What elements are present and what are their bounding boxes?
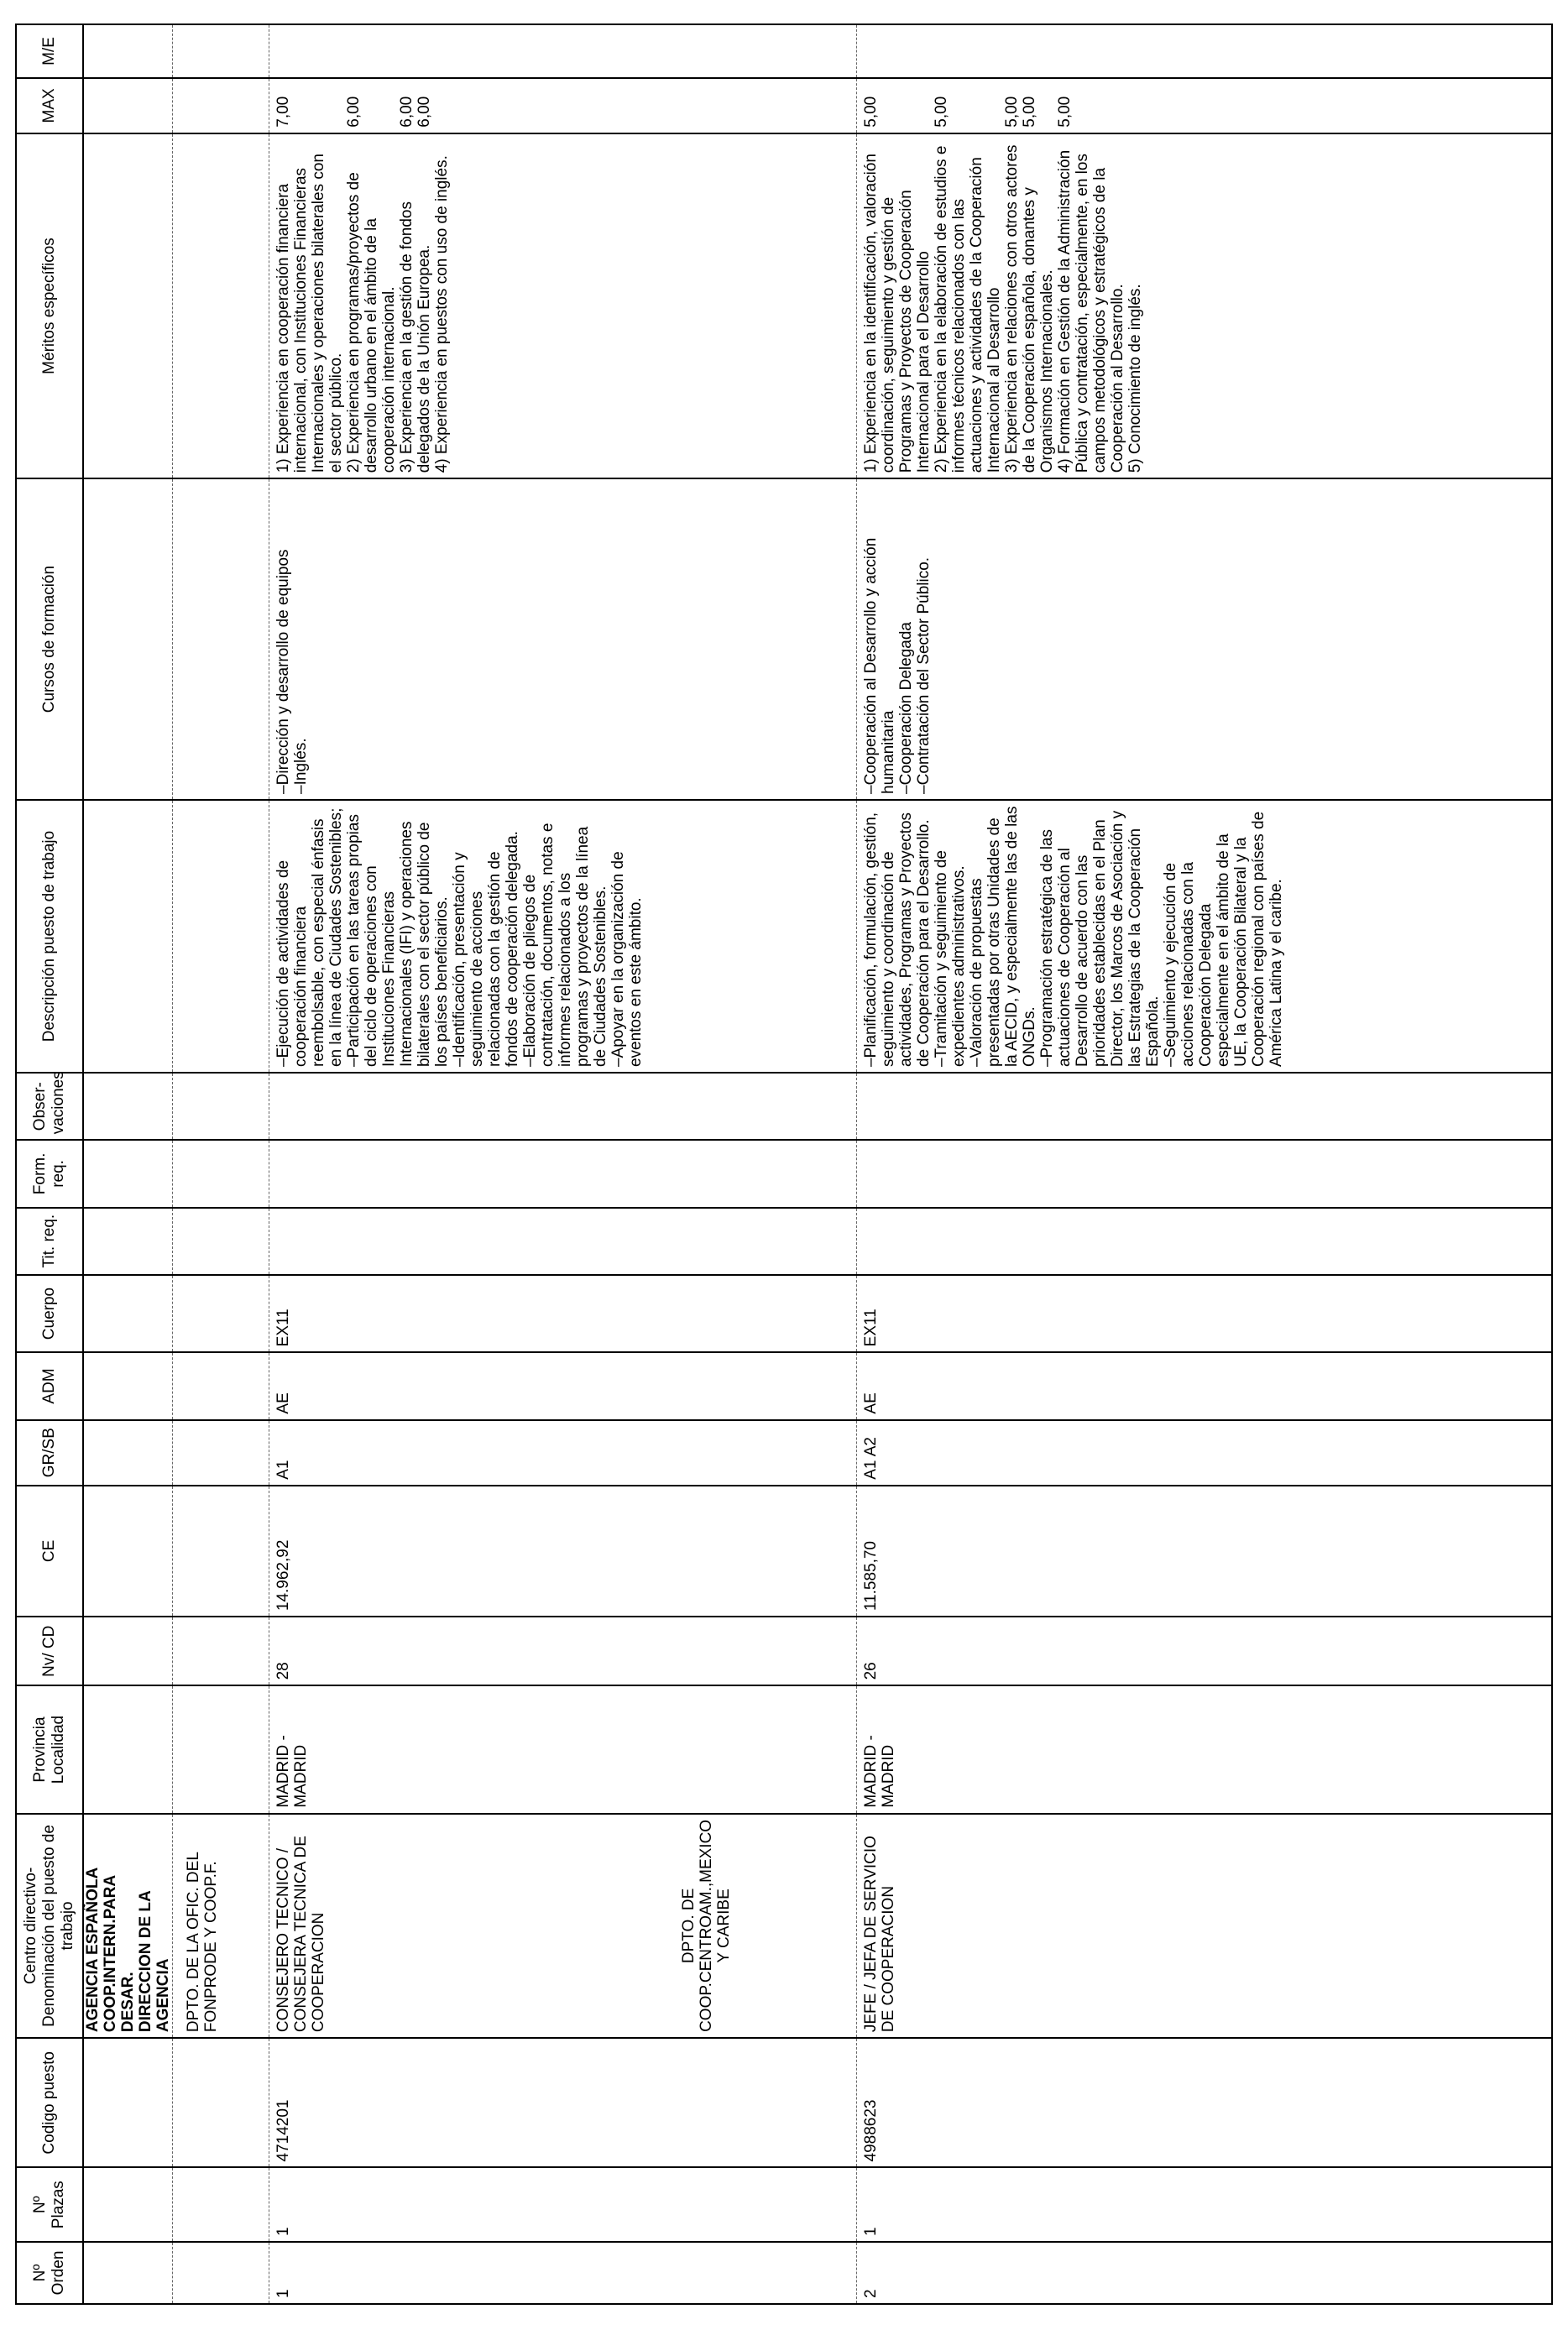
list-item: – Identificación, presentación y seguimiento de acciones relacionadas con la gestión de fondos de cooperación delegada. [451, 806, 521, 1067]
list-item: 3) Experiencia en relaciones con otros actores de la Cooperación española, donantes y Organismos Internacionales. [1003, 144, 1056, 473]
row-1-puesto-title: CONSEJERO TECNICO / CONSEJERA TECNICA DE COOPERACION [274, 1836, 327, 2033]
department-row-1 [173, 24, 269, 2304]
max-value: 5,00 [933, 96, 950, 128]
row-1-codigo: 4714201 [269, 2038, 857, 2167]
list-item: – Participación en las tareas propias del ciclo de operaciones con Instituciones Financieras Internacionales (IFI) y operaciones bilaterales con el sector público de los países beneficiarios. [345, 806, 451, 1067]
max-value: 7,00 [274, 96, 292, 128]
header-row [16, 24, 83, 2304]
list-item: 1) Experiencia en la identificación, valoración coordinación, seguimiento y gestión de Programas y Proyectos de Cooperación Internacional para el Desarrollo [862, 154, 933, 473]
header-centro: Centro directivo- Denominación del puesto de trabajo [16, 1814, 83, 2038]
row-2-titulacion [857, 1208, 1553, 1275]
department-label-1: DPTO. DE LA OFIC. DEL FONPRODE Y COOP.F. [173, 1814, 269, 2038]
list-item: 4) Experiencia en puestos con uso de inglés. [433, 155, 451, 473]
row-1-plazas: 1 [269, 2167, 857, 2241]
list-item: 4) Formación en Gestión de la Administración Pública y contratación, especialmente, en los campos metodológicos y estratégicos de la Cooperación al Desarrollo. [1056, 149, 1126, 473]
row-2-plazas: 1 [857, 2167, 1553, 2241]
row-1-me [269, 24, 857, 78]
row-2-ce: 11.585,70 [857, 1486, 1553, 1617]
list-item: – Valoración de propuestas presentadas por otras Unidades de la AECID, y especialmente las de las ONGDs. [968, 806, 1038, 1067]
header-cursos: Cursos de formación [16, 478, 83, 800]
header-formacion: Form. req. [16, 1140, 83, 1207]
org-line-3: DIRECCION DE LA AGENCIA [137, 1890, 172, 2033]
row-2-cuerpo: EX11 [857, 1275, 1553, 1353]
list-item: – Cooperación Delegada [897, 484, 915, 794]
row-2-me [857, 24, 1553, 78]
row-2-provincia: MADRID - MADRID [857, 1685, 1553, 1813]
list-item: – Contratación del Sector Público. [915, 484, 933, 794]
row-2-nivel: 26 [857, 1617, 1553, 1685]
list-item: – Cooperación al Desarrollo y acción humanitaria [862, 484, 897, 794]
row-2-adm: AE [857, 1352, 1553, 1419]
row-2-descripcion [857, 800, 1553, 1073]
row-1-titulacion [269, 1208, 857, 1275]
row-2-orden: 2 [857, 2242, 1553, 2304]
row-2-codigo: 4988623 [857, 2038, 1553, 2167]
list-item: – Planificación, formulación, gestión, seguimiento y coordinación de actividades, Programas y Proyectos de Cooperación para el Desarrollo. [862, 806, 933, 1067]
header-descripcion: Descripción puesto de trabajo [16, 800, 83, 1073]
row-1-adm: AE [269, 1352, 857, 1419]
list-item: – Dirección y desarrollo de equipos [274, 484, 292, 794]
row-1-cuerpo: EX11 [269, 1275, 857, 1353]
header-observaciones: Obser- vaciones [16, 1073, 83, 1140]
list-item: – Inglés. [292, 484, 310, 794]
max-value: 5,00 [1003, 96, 1021, 128]
header-meritos: Méritos específicos [16, 133, 83, 479]
max-value: 5,00 [1021, 96, 1038, 128]
header-provincia: Provincia Localidad [16, 1685, 83, 1813]
max-value: 5,00 [1056, 96, 1074, 128]
row-2-puesto: JEFE / JEFA DE SERVICIO DE COOPERACION [857, 1814, 1553, 2038]
list-item: – Apoyar en la organización de eventos en este ámbito. [609, 806, 645, 1067]
row-1-grupo: A1 [269, 1420, 857, 1486]
list-item: 1) Experiencia en cooperación financiera internacional, con Instituciones Financieras Internacionales y operaciones bilaterales con el sector público. [274, 154, 345, 473]
list-item: 2) Experiencia en programas/proyectos de desarrollo urbano en el ámbito de la cooperación internacional. [345, 172, 398, 473]
max-value: 6,00 [345, 96, 363, 128]
header-titulacion: Tit. req. [16, 1208, 83, 1275]
header-cuerpo: Cuerpo [16, 1275, 83, 1353]
list-item: – Programación estratégica de las actuaciones de Cooperación al Desarrollo de acuerdo con las prioridades establecidas en el Plan Director, los Marcos de Asociación y las Estrategias de la Cooperación Española. [1038, 806, 1162, 1067]
row-1-max [269, 78, 857, 133]
row-2-observaciones [857, 1073, 1553, 1140]
header-codigo: Codigo puesto [16, 2038, 83, 2167]
row-2-grupo: A1 A2 [857, 1420, 1553, 1486]
row-1-formacion [269, 1140, 857, 1207]
max-value: 6,00 [398, 96, 416, 128]
row-1-observaciones [269, 1073, 857, 1140]
org-heading [83, 1814, 173, 2038]
list-item: 2) Experiencia en la elaboración de estudios e informes técnicos relacionados con las actuaciones y actividades de la Cooperación Internacional al Desarrollo [933, 145, 1003, 473]
job-positions-table [15, 24, 1553, 2305]
row-1-orden: 1 [269, 2242, 857, 2304]
row-2-meritos [857, 133, 1553, 479]
department-label-2: DPTO. DE COOP.CENTROAM.,MEXICO Y CARIBE [680, 1819, 733, 2032]
header-nivel: Nv/ CD [16, 1617, 83, 1685]
row-2-formacion [857, 1140, 1553, 1207]
header-plazas: Nº Plazas [16, 2167, 83, 2241]
org-line-2: COOP.INTERN.PARA DESAR. [102, 1875, 137, 2033]
row-1-provincia: MADRID - MADRID [269, 1685, 857, 1813]
org-line-1: AGENCIA ESPAÑOLA [84, 1867, 102, 2033]
header-max: MAX [16, 78, 83, 133]
list-item: – Elaboración de pliegos de contratación, documentos, notas e informes relacionados a los programas y proyectos de la línea de Ciudades Sostenibles. [521, 806, 609, 1067]
spacer-row [83, 24, 173, 2304]
row-1-descripcion [269, 800, 857, 1073]
row-2-cursos [857, 478, 1553, 800]
row-2-max [857, 78, 1553, 133]
row-1-meritos [269, 133, 857, 479]
table-row [269, 24, 857, 2304]
table-row [857, 24, 1553, 2304]
max-value: 5,00 [862, 96, 880, 128]
header-grupo: GR/SB [16, 1420, 83, 1486]
row-1-nivel: 28 [269, 1617, 857, 1685]
row-1-puesto [269, 1814, 857, 2038]
row-1-cursos [269, 478, 857, 800]
list-item: – Ejecución de actividades de cooperación financiera reembolsable, con especial énfasis en la línea de Ciudades Sostenibles; [274, 806, 345, 1067]
max-value: 6,00 [416, 96, 433, 128]
list-item: – Seguimiento y ejecución de acciones relacionadas con la Cooperación Delegada especialmente en el ámbito de la UE, la Cooperación Bilateral y la Cooperación regional con países de América Latina y el caribe. [1162, 806, 1285, 1067]
header-ce: CE [16, 1486, 83, 1617]
list-item: 5) Conocimiento de inglés. [1126, 284, 1144, 473]
header-orden: Nº Orden [16, 2242, 83, 2304]
list-item: – Tramitación y seguimiento de expedientes administrativos. [933, 806, 968, 1067]
header-me: M/E [16, 24, 83, 78]
list-item: 3) Experiencia en la gestión de fondos delegados de la Unión Europea. [398, 201, 433, 473]
header-adm: ADM [16, 1352, 83, 1419]
row-1-ce: 14.962,92 [269, 1486, 857, 1617]
